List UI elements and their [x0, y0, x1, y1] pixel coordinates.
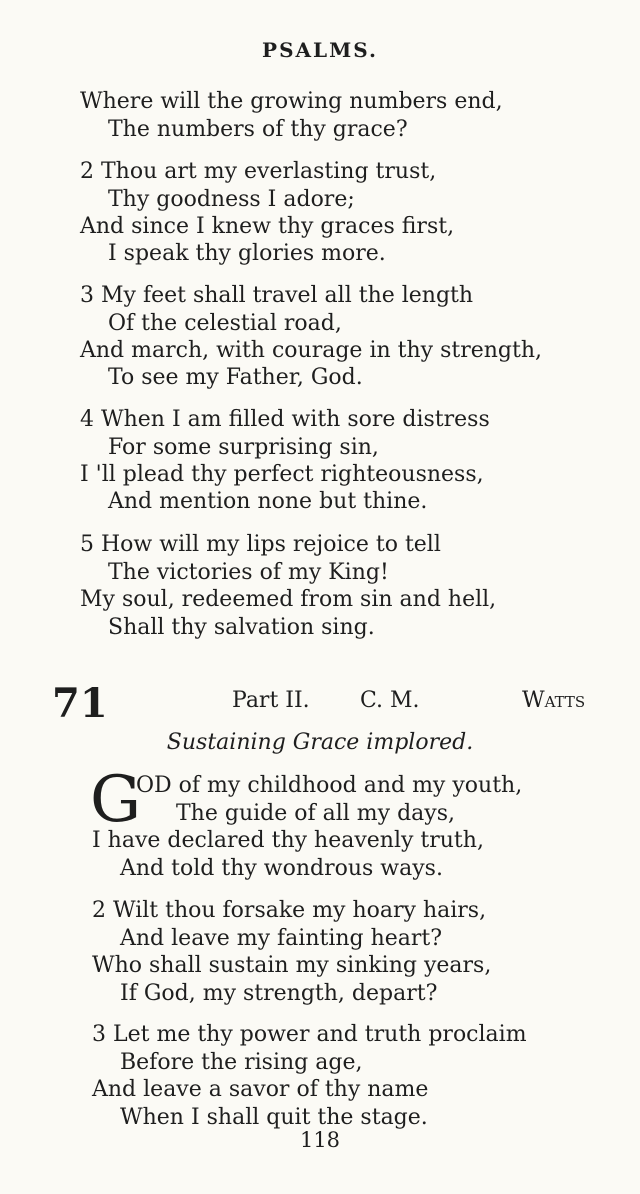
verse-line: The guide of all my days,: [176, 801, 455, 826]
verse-line: When I shall quit the stage.: [120, 1105, 428, 1130]
verse-line: 4 When I am filled with sore distress: [80, 407, 490, 432]
verse-line: Thy goodness I adore;: [108, 187, 355, 212]
hymn-author: Watts: [522, 688, 586, 713]
verse-line: Of the celestial road,: [108, 311, 342, 336]
verse-line: My soul, redeemed from sin and hell,: [80, 587, 497, 612]
verse-line: And leave my fainting heart?: [120, 926, 443, 951]
verse-line: To see my Father, God.: [108, 365, 363, 390]
verse-line: For some surprising sin,: [108, 435, 379, 460]
verse-line: Who shall sustain my sinking years,: [92, 953, 492, 978]
hymn-part: Part II.: [232, 688, 310, 713]
page-number: 118: [299, 1128, 341, 1152]
verse-line: 3 My feet shall travel all the length: [80, 283, 474, 308]
verse-line: And march, with courage in thy strength,: [80, 338, 542, 363]
hymn-number: 71: [52, 680, 108, 727]
verse-line: I 'll plead thy perfect righteousness,: [80, 462, 484, 487]
hymn-meter: C. M.: [360, 688, 420, 713]
verse-line: And told thy wondrous ways.: [120, 856, 443, 881]
verse-line: And since I knew thy graces first,: [80, 214, 455, 239]
hymn-title: Sustaining Grace implored.: [166, 730, 474, 755]
verse-line: And mention none but thine.: [108, 489, 428, 514]
drop-cap: G: [90, 763, 142, 837]
verse-line: And leave a savor of thy name: [92, 1077, 429, 1102]
verse-line: 2 Thou art my everlasting trust,: [80, 159, 437, 184]
verse-line: Shall thy salvation sing.: [108, 615, 375, 640]
verse-line: 5 How will my lips rejoice to tell: [80, 532, 441, 557]
verse-line: 2 Wilt thou forsake my hoary hairs,: [92, 898, 487, 923]
verse-line: Before the rising age,: [120, 1050, 363, 1075]
verse-line: I speak thy glories more.: [108, 241, 386, 266]
verse-line: The numbers of thy grace?: [108, 117, 408, 142]
running-title: PSALMS.: [262, 38, 378, 62]
verse-line: The victories of my King!: [108, 560, 389, 585]
verse-line: 3 Let me thy power and truth proclaim: [92, 1022, 527, 1047]
verse-line: Where will the growing numbers end,: [80, 89, 503, 114]
verse-line: If God, my strength, depart?: [120, 981, 438, 1006]
verse-line: OD of my childhood and my youth,: [136, 773, 523, 798]
verse-line: I have declared thy heavenly truth,: [92, 828, 484, 853]
